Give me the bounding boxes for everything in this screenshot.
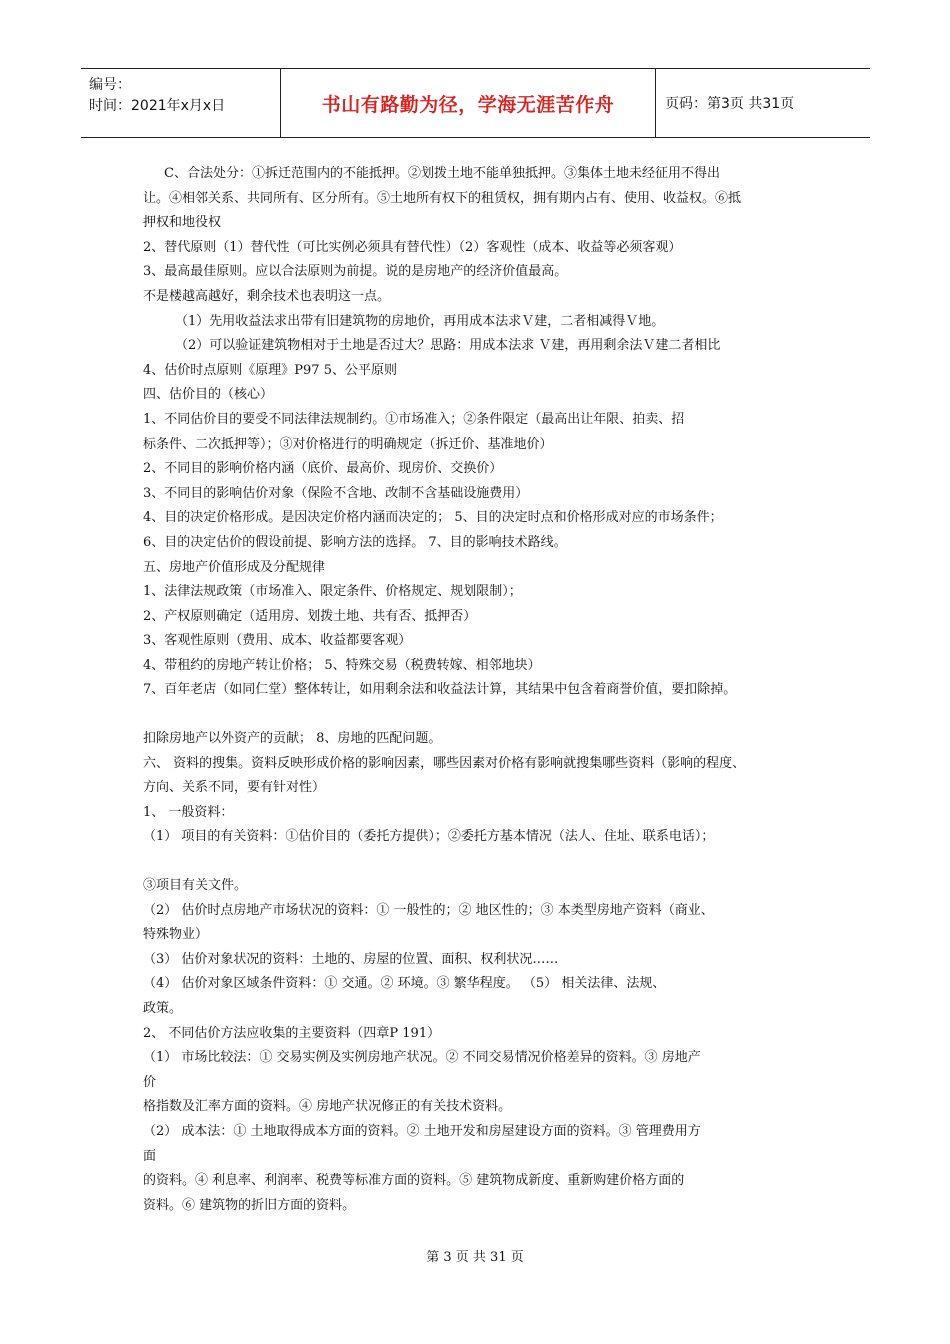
body-line: （2）可以验证建筑物相对于土地是否过大？思路：用成本法求 Ｖ建，再用剩余法Ｖ建二者相比 <box>175 338 721 354</box>
body-line: 2、替代原则（1）替代性（可比实例必须具有替代性）（2）客观性（成本、收益等必须客观） <box>143 239 682 255</box>
body-line: ③项目有关文件。 <box>143 878 248 894</box>
document-body <box>143 162 823 1218</box>
header-page-info: 页码：第3页 共31页 <box>665 96 795 112</box>
body-line: 6、目的决定估价的假设前提、影响方法的选择。 7、目的影响技术路线。 <box>143 534 567 550</box>
body-line: 政策。 <box>143 1001 183 1016</box>
body-line: 4、估价时点原则《原理》P97 5、公平原则 <box>143 362 397 378</box>
body-line: （2） 成本法：① 土地取得成本方面的资料。② 土地开发和房屋建设方面的资料。③ 管理费用方 <box>143 1123 701 1139</box>
document-time-label: 时间：2021年x月x日 <box>89 98 226 114</box>
body-line: （4） 估价对象区域条件资料：① 交通。② 环境。③ 繁华程度。 （5） 相关法律、法规、 <box>143 976 666 992</box>
paragraph-gap <box>143 703 823 727</box>
header-meta <box>81 69 280 137</box>
body-line: 的资料。④ 利息率、利润率、税费等标准方面的资料。⑤ 建筑物成新度、重新购建价格方面的 <box>143 1173 685 1189</box>
body-line: 2、 不同估价方法应收集的主要资料（四章P 191） <box>143 1025 441 1041</box>
body-line: 2、产权原则确定（适用房、划拨土地、共有否、抵押否） <box>143 608 477 624</box>
body-line: 让。④相邻关系、共同所有、区分所有。⑤土地所有权下的租赁权，拥有期内占有、使用、收益权。⑥抵 <box>143 190 742 206</box>
body-line: 价 <box>143 1074 157 1090</box>
body-line: 特殊物业） <box>143 927 209 943</box>
body-line: （1） 项目的有关资料：①估价目的（委托方提供）；②委托方基本情况（法人、住址、联系电话）； <box>143 829 715 845</box>
body-line: （1）先用收益法求出带有旧建筑物的房地价，再用成本法求Ｖ建，二者相减得Ｖ地。 <box>175 313 665 329</box>
body-line: C、合法处分：①拆迁范围内的不能抵押。②划拨土地不能单独抵押。③集体土地未经征用不得出 <box>164 166 720 181</box>
body-line: 格指数及汇率方面的资料。④ 房地产状况修正的有关技术资料。 <box>143 1099 512 1115</box>
document-number-label: 编号： <box>89 77 131 93</box>
body-line: （3） 估价对象状况的资料：土地的、房屋的位置、面积、权利状况…… <box>143 951 559 967</box>
header-motto: 书山有路勤为径，学海无涯苦作舟 <box>280 69 656 137</box>
body-line: 1、不同估价目的要受不同法律法规制约。①市场准入；②条件限定（最高出让年限、拍卖、招 <box>143 411 685 427</box>
body-line: 资料。⑥ 建筑物的折旧方面的资料。 <box>143 1197 356 1213</box>
section-heading: 四、估价目的（核心） <box>143 387 274 403</box>
body-line: 方向、关系不同，要有针对性） <box>143 780 326 796</box>
body-line: 3、客观性原则（费用、成本、收益都要客观） <box>143 633 412 649</box>
body-line: 3、不同目的影响估价对象（保险不含地、改制不含基础设施费用） <box>143 485 529 501</box>
body-line: 面 <box>143 1148 157 1164</box>
page-footer: 第 3 页 共 31 页 <box>426 1250 524 1265</box>
body-line: 4、带租约的房地产转让价格； 5、特殊交易（税费转嫁、相邻地块） <box>143 657 541 673</box>
body-line: 标条件、二次抵押等）；③对价格进行的明确规定（拆迁价、基准地价） <box>143 436 553 452</box>
body-line: 1、 一般资料： <box>143 804 234 820</box>
page-header <box>81 68 870 138</box>
body-line: 7、百年老店（如同仁堂）整体转让，如用剩余法和收益法计算，其结果中包含着商誉价值，要扣除掉。 <box>143 682 737 698</box>
body-line: 3、最高最佳原则。应以合法原则为前提。说的是房地产的经济价值最高。 <box>143 264 568 280</box>
body-line: 4、目的决定价格形成。是因决定价格内涵而决定的； 5、目的决定时点和价格形成对应的市场条件； <box>143 510 723 526</box>
body-line: 不是楼越高越好，剩余技术也表明这一点。 <box>143 288 391 304</box>
section-heading: 五、房地产价值形成及分配规律 <box>143 559 326 575</box>
body-line: （1） 市场比较法：① 交易实例及实例房地产状况。② 不同交易情况价格差异的资料。③ 房地产 <box>143 1050 701 1066</box>
body-line: （2） 估价时点房地产市场状况的资料：① 一般性的；② 地区性的；③ 本类型房地产资料（商业、 <box>143 902 714 918</box>
body-line: 2、不同目的影响价格内涵（底价、最高价、现房价、交换价） <box>143 461 503 477</box>
body-line: 扣除房地产以外资产的贡献； 8、房地的匹配问题。 <box>143 731 442 747</box>
body-line: 押权和地役权 <box>143 215 222 231</box>
paragraph-gap <box>143 850 823 874</box>
body-line: 1、法律法规政策（市场准入、限定条件、价格规定、规划限制）； <box>143 584 522 600</box>
section-heading: 六、 资料的搜集。资料反映形成价格的影响因素，哪些因素对价格有影响就搜集哪些资料（影响的程度、 <box>143 755 746 771</box>
